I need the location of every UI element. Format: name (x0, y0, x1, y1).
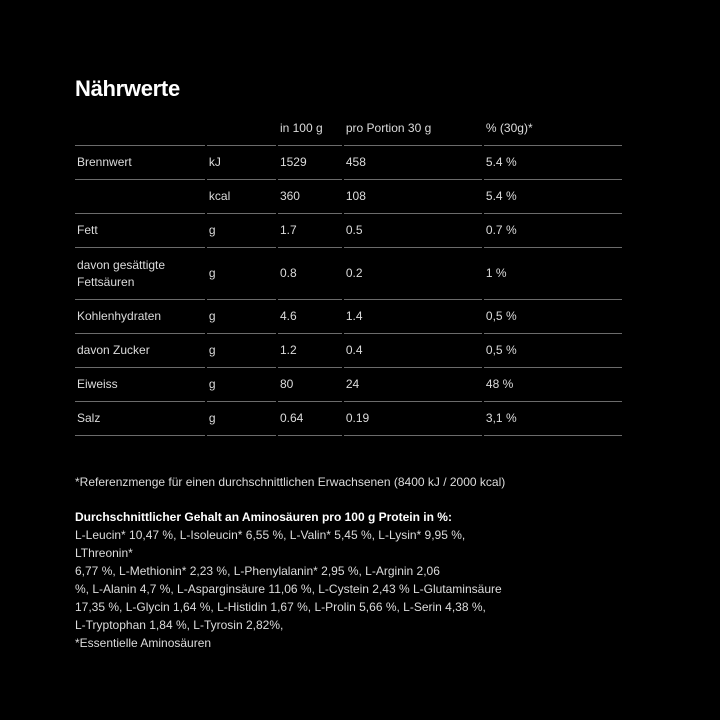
row-percent: 3,1 % (484, 402, 622, 436)
table-row (75, 402, 622, 436)
row-unit: g (207, 368, 276, 402)
table-row (75, 214, 622, 248)
row-per100: 1529 (278, 146, 342, 180)
row-label-line1: davon gesättigte (77, 257, 166, 272)
row-label (75, 180, 205, 214)
row-portion: 0.5 (344, 214, 482, 248)
reference-footnote: *Referenzmenge für einen durchschnittlichen Erwachsenen (8400 kJ / 2000 kcal) (75, 475, 506, 489)
row-label: Fett (75, 214, 205, 248)
amino-line: %, L-Alanin 4,7 %, L-Asparginsäure 11,06 %, L-Cystein 2,43 % L-Glutaminsäure (75, 582, 502, 596)
row-per100: 0.64 (278, 402, 342, 436)
table-row (75, 368, 622, 402)
table-row (75, 334, 622, 368)
header-cell-per100: in 100 g (278, 112, 342, 146)
row-percent: 5.4 % (484, 146, 622, 180)
table-row (75, 146, 622, 180)
header-cell-portion: pro Portion 30 g (344, 112, 482, 146)
table-header-row (75, 112, 622, 146)
table-row (75, 248, 622, 300)
header-cell-unit (207, 112, 276, 146)
header-cell-label (75, 112, 205, 146)
row-portion: 458 (344, 146, 482, 180)
row-label-line2: Fettsäuren (77, 274, 135, 289)
row-per100: 1.7 (278, 214, 342, 248)
row-percent: 0.7 % (484, 214, 622, 248)
amino-acid-section (75, 508, 515, 652)
nutrition-panel (75, 74, 635, 652)
row-portion: 0.2 (344, 248, 482, 300)
row-per100: 4.6 (278, 300, 342, 334)
row-per100: 1.2 (278, 334, 342, 368)
table-row (75, 300, 622, 334)
amino-heading: Durchschnittlicher Gehalt an Aminosäuren pro 100 g Protein in %: (75, 510, 452, 524)
header-cell-percent: % (30g)* (484, 112, 622, 146)
row-unit: g (207, 248, 276, 300)
row-percent: 0,5 % (484, 334, 622, 368)
amino-line: 17,35 %, L-Glycin 1,64 %, L-Histidin 1,67 %, L-Prolin 5,66 %, L-Serin 4,38 %, (75, 600, 486, 614)
row-per100: 80 (278, 368, 342, 402)
row-portion: 1.4 (344, 300, 482, 334)
row-label (75, 248, 205, 300)
row-unit: g (207, 300, 276, 334)
row-per100: 0.8 (278, 248, 342, 300)
row-percent: 1 % (484, 248, 622, 300)
row-unit: kJ (207, 146, 276, 180)
amino-essential-note: *Essentielle Aminosäuren (75, 636, 212, 650)
row-percent: 5.4 % (484, 180, 622, 214)
amino-line: L-Tryptophan 1,84 %, L-Tyrosin 2,82%, (75, 618, 284, 632)
row-per100: 360 (278, 180, 342, 214)
row-unit: g (207, 214, 276, 248)
table-row (75, 180, 622, 214)
row-unit: g (207, 334, 276, 368)
row-label: Eiweiss (75, 368, 205, 402)
row-portion: 0.19 (344, 402, 482, 436)
row-portion: 0.4 (344, 334, 482, 368)
row-percent: 48 % (484, 368, 622, 402)
row-unit: kcal (207, 180, 276, 214)
row-label: davon Zucker (75, 334, 205, 368)
row-portion: 108 (344, 180, 482, 214)
nutrition-table (73, 112, 624, 436)
page-title: Nährwerte (75, 76, 180, 101)
row-label: Salz (75, 402, 205, 436)
row-unit: g (207, 402, 276, 436)
row-label: Kohlenhydraten (75, 300, 205, 334)
row-portion: 24 (344, 368, 482, 402)
amino-line: L-Leucin* 10,47 %, L-Isoleucin* 6,55 %, L-Valin* 5,45 %, L-Lysin* 9,95 %, LThreonin* (75, 528, 466, 560)
row-percent: 0,5 % (484, 300, 622, 334)
amino-line: 6,77 %, L-Methionin* 2,23 %, L-Phenylalanin* 2,95 %, L-Arginin 2,06 (75, 564, 440, 578)
row-label: Brennwert (75, 146, 205, 180)
